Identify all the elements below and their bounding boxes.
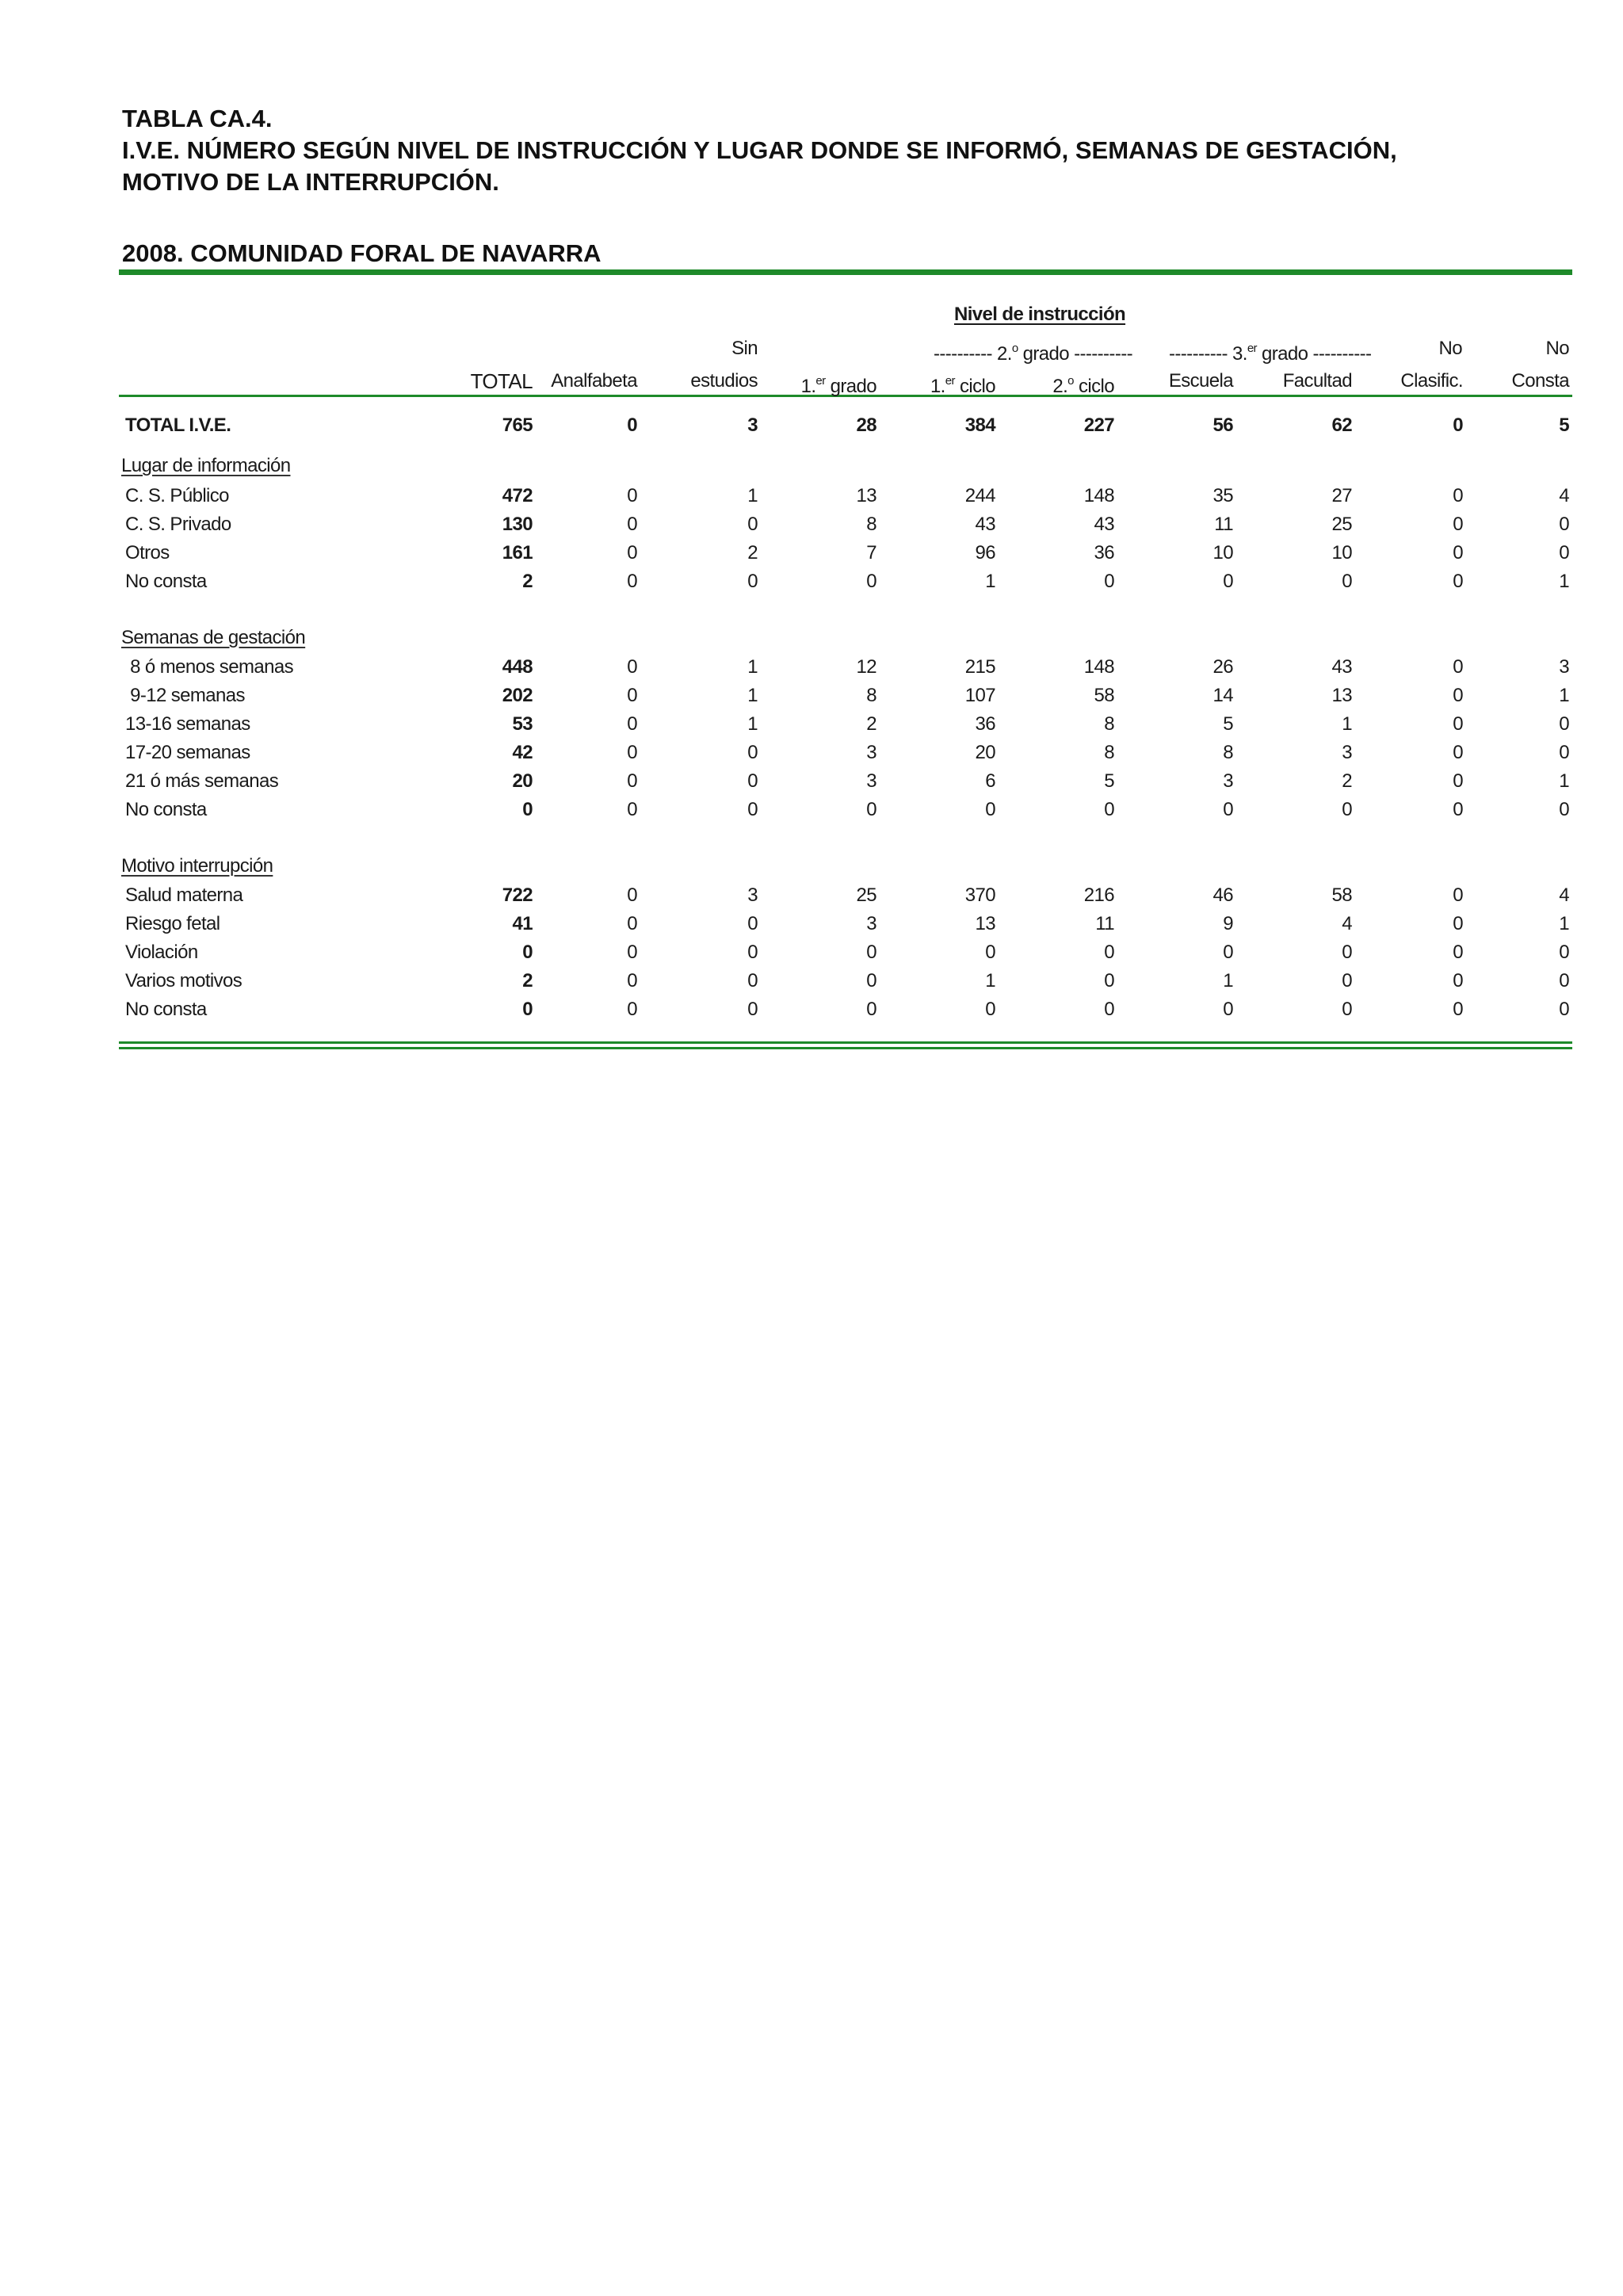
header-grado-2-dash: ---------- 2. xyxy=(934,343,1012,365)
value-cell: 36 xyxy=(1094,542,1114,563)
title-line-2: I.V.E. NÚMERO SEGÚN NIVEL DE INSTRUCCIÓN Y LUGAR DONDE SE INFORMÓ, SEMANAS DE GESTACIÓN, xyxy=(122,136,1397,164)
value-cell: 12 xyxy=(856,656,876,678)
value-cell: 0 xyxy=(985,999,995,1020)
value-cell: 0 xyxy=(627,913,637,934)
value-cell: 43 xyxy=(1331,656,1352,678)
header-grado-3-sup: er xyxy=(1247,342,1257,355)
value-cell: 1 xyxy=(985,571,995,592)
header-primer-ciclo xyxy=(884,369,995,399)
value-cell: 0 xyxy=(627,571,637,592)
value-cell: 36 xyxy=(975,713,995,735)
header-segundo-ciclo xyxy=(1003,369,1114,399)
row-label: 9-12 semanas xyxy=(125,685,245,706)
header-sin: Sin xyxy=(731,338,758,359)
header-grado-2-sup: o xyxy=(1011,342,1018,355)
value-cell: 244 xyxy=(964,485,995,506)
value-cell: 0 xyxy=(1453,799,1463,820)
value-cell: 0 xyxy=(627,514,637,535)
value-cell: 0 xyxy=(1453,571,1463,592)
total-cell: 53 xyxy=(512,713,533,735)
value-cell: 0 xyxy=(1342,571,1352,592)
total-cell: 41 xyxy=(512,913,533,934)
value-cell: 0 xyxy=(1342,970,1352,991)
row-label: Riesgo fetal xyxy=(125,913,220,934)
header-clasific: Clasific. xyxy=(1400,370,1463,392)
value-cell: 8 xyxy=(1104,742,1114,763)
value-cell: 0 xyxy=(985,799,995,820)
row-label: No consta xyxy=(125,571,207,592)
value-cell: 27 xyxy=(1331,485,1352,506)
value-cell: 4 xyxy=(1342,913,1352,934)
header-consta: Consta xyxy=(1511,370,1569,392)
header-primer-ciclo-post: ciclo xyxy=(954,376,995,397)
row-label: No consta xyxy=(125,799,207,820)
value-cell: 0 xyxy=(1559,742,1569,763)
value-cell: 0 xyxy=(1223,999,1233,1020)
value-cell: 1 xyxy=(747,685,758,706)
value-cell: 43 xyxy=(1094,514,1114,535)
value-cell: 14 xyxy=(1212,685,1233,706)
row-label: Salud materna xyxy=(125,884,243,906)
value-cell: 216 xyxy=(1083,884,1114,906)
value-cell: 3 xyxy=(866,913,876,934)
value-cell: 8 xyxy=(866,514,876,535)
row-label: 8 ó menos semanas xyxy=(125,656,293,678)
value-cell: 0 xyxy=(1104,999,1114,1020)
total-cell: 0 xyxy=(522,999,533,1020)
header-no-consta-top: No xyxy=(1545,338,1569,359)
value-cell: 0 xyxy=(627,656,637,678)
value-cell: 3 xyxy=(866,742,876,763)
header-primer-grado-pre: 1. xyxy=(800,376,816,397)
section-heading: Lugar de información xyxy=(121,455,291,476)
value-cell: 2 xyxy=(747,542,758,563)
value-cell: 215 xyxy=(964,656,995,678)
row-label: 17-20 semanas xyxy=(125,742,250,763)
value-cell: 58 xyxy=(1094,685,1114,706)
value-cell: 148 xyxy=(1083,485,1114,506)
value-cell: 1 xyxy=(1559,571,1569,592)
value-cell: 62 xyxy=(1331,415,1352,436)
header-analfabeta: Analfabeta xyxy=(551,370,637,392)
value-cell: 0 xyxy=(627,970,637,991)
title-line-3: MOTIVO DE LA INTERRUPCIÓN. xyxy=(122,168,499,196)
header-facultad: Facultad xyxy=(1282,370,1352,392)
value-cell: 7 xyxy=(866,542,876,563)
total-cell: 0 xyxy=(522,799,533,820)
value-cell: 227 xyxy=(1083,415,1114,436)
value-cell: 0 xyxy=(866,999,876,1020)
value-cell: 0 xyxy=(1453,884,1463,906)
value-cell: 0 xyxy=(747,999,758,1020)
value-cell: 0 xyxy=(1342,999,1352,1020)
header-segundo-ciclo-sup: o xyxy=(1067,374,1074,388)
total-cell: 130 xyxy=(502,514,533,535)
total-cell: 161 xyxy=(502,542,533,563)
total-cell: 722 xyxy=(502,884,533,906)
value-cell: 0 xyxy=(866,571,876,592)
value-cell: 0 xyxy=(1453,415,1463,436)
value-cell: 3 xyxy=(747,884,758,906)
value-cell: 0 xyxy=(627,485,637,506)
value-cell: 0 xyxy=(627,799,637,820)
total-cell: 202 xyxy=(502,685,533,706)
value-cell: 0 xyxy=(1453,485,1463,506)
value-cell: 1 xyxy=(747,656,758,678)
header-estudios: estudios xyxy=(690,370,758,392)
header-primer-ciclo-pre: 1. xyxy=(930,376,945,397)
value-cell: 43 xyxy=(975,514,995,535)
value-cell: 0 xyxy=(627,713,637,735)
value-cell: 0 xyxy=(627,742,637,763)
header-segundo-ciclo-pre: 2. xyxy=(1052,376,1068,397)
value-cell: 0 xyxy=(1453,770,1463,792)
value-cell: 6 xyxy=(985,770,995,792)
total-cell: 0 xyxy=(522,942,533,963)
title-line-1: TABLA CA.4. xyxy=(122,105,273,132)
value-cell: 107 xyxy=(964,685,995,706)
header-primer-grado xyxy=(766,369,876,399)
value-cell: 9 xyxy=(1223,913,1233,934)
value-cell: 0 xyxy=(866,799,876,820)
value-cell: 0 xyxy=(1559,514,1569,535)
row-label: TOTAL I.V.E. xyxy=(125,415,231,436)
value-cell: 28 xyxy=(856,415,876,436)
value-cell: 0 xyxy=(1453,656,1463,678)
value-cell: 2 xyxy=(1342,770,1352,792)
value-cell: 0 xyxy=(1559,799,1569,820)
value-cell: 0 xyxy=(1559,542,1569,563)
header-primer-grado-sup: er xyxy=(815,374,826,388)
header-grado-3-rest: grado ---------- xyxy=(1256,343,1372,365)
value-cell: 3 xyxy=(1559,656,1569,678)
value-cell: 25 xyxy=(856,884,876,906)
value-cell: 0 xyxy=(1342,942,1352,963)
value-cell: 1 xyxy=(1223,970,1233,991)
value-cell: 0 xyxy=(1104,970,1114,991)
value-cell: 0 xyxy=(747,799,758,820)
header-primer-grado-post: grado xyxy=(825,376,876,397)
value-cell: 0 xyxy=(1342,799,1352,820)
value-cell: 13 xyxy=(856,485,876,506)
value-cell: 0 xyxy=(1559,999,1569,1020)
value-cell: 0 xyxy=(1453,514,1463,535)
value-cell: 0 xyxy=(1104,571,1114,592)
value-cell: 0 xyxy=(747,514,758,535)
value-cell: 1 xyxy=(985,970,995,991)
total-cell: 448 xyxy=(502,656,533,678)
row-label: 21 ó más semanas xyxy=(125,770,279,792)
value-cell: 2 xyxy=(866,713,876,735)
value-cell: 25 xyxy=(1331,514,1352,535)
total-cell: 20 xyxy=(512,770,533,792)
value-cell: 4 xyxy=(1559,884,1569,906)
value-cell: 11 xyxy=(1095,913,1114,934)
value-cell: 0 xyxy=(1104,799,1114,820)
value-cell: 5 xyxy=(1223,713,1233,735)
value-cell: 0 xyxy=(627,770,637,792)
value-cell: 4 xyxy=(1559,485,1569,506)
total-cell: 2 xyxy=(522,970,533,991)
value-cell: 0 xyxy=(1453,685,1463,706)
value-cell: 11 xyxy=(1214,514,1233,535)
value-cell: 0 xyxy=(1453,713,1463,735)
value-cell: 0 xyxy=(627,415,637,436)
value-cell: 0 xyxy=(747,770,758,792)
value-cell: 0 xyxy=(747,571,758,592)
value-cell: 0 xyxy=(747,970,758,991)
value-cell: 0 xyxy=(1453,999,1463,1020)
value-cell: 0 xyxy=(747,942,758,963)
value-cell: 58 xyxy=(1331,884,1352,906)
row-label: C. S. Privado xyxy=(125,514,231,535)
value-cell: 0 xyxy=(627,542,637,563)
section-heading: Semanas de gestación xyxy=(121,627,306,648)
value-cell: 384 xyxy=(964,415,995,436)
section-heading: Motivo interrupción xyxy=(121,855,273,877)
total-cell: 765 xyxy=(502,415,533,436)
value-cell: 0 xyxy=(1559,942,1569,963)
value-cell: 0 xyxy=(1453,942,1463,963)
value-cell: 0 xyxy=(747,913,758,934)
value-cell: 56 xyxy=(1212,415,1233,436)
value-cell: 8 xyxy=(866,685,876,706)
row-label: No consta xyxy=(125,999,207,1020)
value-cell: 3 xyxy=(1223,770,1233,792)
value-cell: 3 xyxy=(866,770,876,792)
value-cell: 1 xyxy=(1559,913,1569,934)
value-cell: 1 xyxy=(1559,685,1569,706)
value-cell: 0 xyxy=(1453,913,1463,934)
value-cell: 20 xyxy=(975,742,995,763)
value-cell: 1 xyxy=(1559,770,1569,792)
header-grado-2-rest: grado ---------- xyxy=(1018,343,1133,365)
header-primer-ciclo-sup: er xyxy=(945,374,955,388)
total-cell: 2 xyxy=(522,571,533,592)
value-cell: 370 xyxy=(964,884,995,906)
value-cell: 13 xyxy=(975,913,995,934)
value-cell: 5 xyxy=(1559,415,1569,436)
header-total: TOTAL xyxy=(470,369,533,393)
value-cell: 13 xyxy=(1331,685,1352,706)
value-cell: 3 xyxy=(747,415,758,436)
row-label: Violación xyxy=(125,942,198,963)
value-cell: 0 xyxy=(1104,942,1114,963)
value-cell: 1 xyxy=(747,485,758,506)
value-cell: 0 xyxy=(627,942,637,963)
value-cell: 10 xyxy=(1331,542,1352,563)
value-cell: 26 xyxy=(1212,656,1233,678)
value-cell: 0 xyxy=(1559,713,1569,735)
value-cell: 1 xyxy=(1342,713,1352,735)
header-grado-3 xyxy=(1169,337,1371,366)
value-cell: 0 xyxy=(1453,542,1463,563)
value-cell: 0 xyxy=(627,884,637,906)
value-cell: 0 xyxy=(866,970,876,991)
value-cell: 0 xyxy=(1453,970,1463,991)
value-cell: 10 xyxy=(1212,542,1233,563)
total-cell: 472 xyxy=(502,485,533,506)
value-cell: 8 xyxy=(1223,742,1233,763)
value-cell: 8 xyxy=(1104,713,1114,735)
header-no-clasific-top: No xyxy=(1438,338,1462,359)
value-cell: 0 xyxy=(866,942,876,963)
value-cell: 0 xyxy=(985,942,995,963)
header-segundo-ciclo-post: ciclo xyxy=(1073,376,1114,397)
value-cell: 0 xyxy=(627,685,637,706)
total-cell: 42 xyxy=(512,742,533,763)
value-cell: 35 xyxy=(1212,485,1233,506)
row-label: 13-16 semanas xyxy=(125,713,250,735)
value-cell: 0 xyxy=(1223,942,1233,963)
header-escuela: Escuela xyxy=(1168,370,1233,392)
value-cell: 148 xyxy=(1083,656,1114,678)
value-cell: 0 xyxy=(1559,970,1569,991)
value-cell: 0 xyxy=(1453,742,1463,763)
region-subtitle: 2008. COMUNIDAD FORAL DE NAVARRA xyxy=(122,239,601,267)
value-cell: 3 xyxy=(1342,742,1352,763)
header-grado-3-dash: ---------- 3. xyxy=(1169,343,1247,365)
value-cell: 1 xyxy=(747,713,758,735)
value-cell: 96 xyxy=(975,542,995,563)
row-label: Otros xyxy=(125,542,170,563)
row-label: Varios motivos xyxy=(125,970,242,991)
value-cell: 0 xyxy=(1223,799,1233,820)
value-cell: 46 xyxy=(1212,884,1233,906)
value-cell: 0 xyxy=(627,999,637,1020)
value-cell: 0 xyxy=(1223,571,1233,592)
value-cell: 5 xyxy=(1104,770,1114,792)
row-label: C. S. Público xyxy=(125,485,229,506)
value-cell: 0 xyxy=(747,742,758,763)
header-grado-2 xyxy=(934,337,1132,366)
header-nivel-instruccion: Nivel de instrucción xyxy=(954,304,1126,325)
